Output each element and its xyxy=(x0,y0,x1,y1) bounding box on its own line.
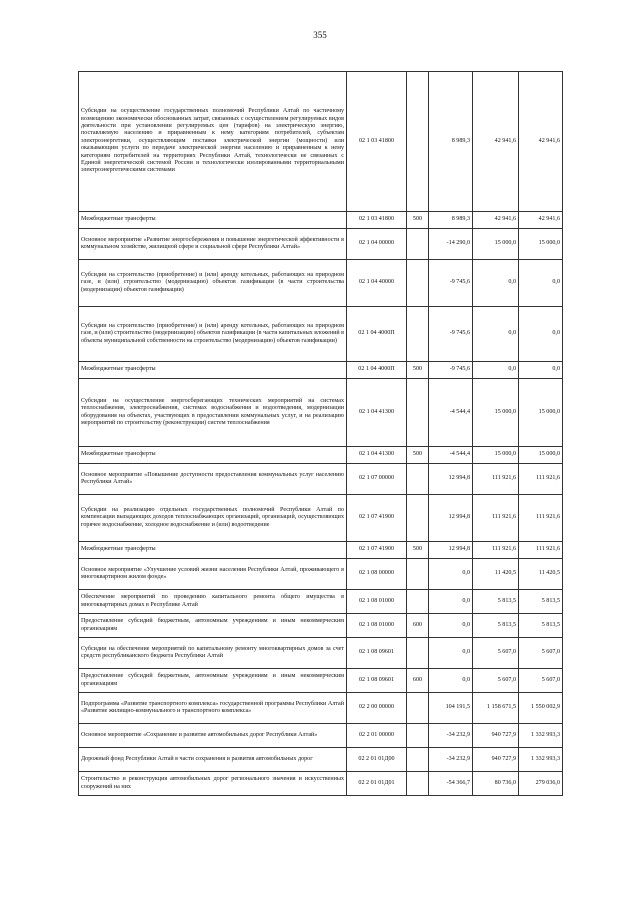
row-amount-3: 1 332 993,3 xyxy=(519,724,563,748)
row-amount-1: 8 989,3 xyxy=(429,212,473,229)
row-amount-3: 0,0 xyxy=(519,260,563,307)
row-code: 02 2 01 00000 xyxy=(347,724,407,748)
row-description: Предоставление субсидий бюджетным, автономным учреждениям и иным некоммерческим организациям xyxy=(79,614,347,638)
table-row xyxy=(79,638,563,669)
row-description: Основное мероприятие «Развитие энергосбережения и повышение энергетической эффективности в коммунальном хозяйстве, жилищной сфере и социальной сфере Республики Алтай» xyxy=(79,229,347,260)
row-amount-2: 111 921,6 xyxy=(473,542,519,559)
row-description: Основное мероприятие «Сохранение и развитие автомобильных дорог Республики Алтай» xyxy=(79,724,347,748)
table-row xyxy=(79,362,563,379)
row-code: 02 1 04 00000 xyxy=(347,229,407,260)
table-row xyxy=(79,307,563,362)
table-row xyxy=(79,693,563,724)
row-expense-type xyxy=(407,693,429,724)
row-amount-1: 12 994,8 xyxy=(429,495,473,542)
row-description: Обеспечение мероприятий по проведению капитального ремонта общего имущества в многоквартирных домах в Республике Алтай xyxy=(79,590,347,614)
row-code: 02 2 01 01Д01 xyxy=(347,772,407,796)
row-amount-1: -9 745,6 xyxy=(429,362,473,379)
row-description: Субсидии на осуществление государственных полномочий Республики Алтай по частичному возмещению экономически обоснованных затрат, связанных с осуществлением регулируемых видов деятельности при установлении регулируемых цен (тарифов) на электрическую энергию, поставляемую населению и приравненным к нему категориям потребителей, субъектам электроэнергетики, осуществляющим поставки электрической энергии (мощности) или оказывающим услуги по передаче электрической энергии населению и приравненным к нему категориям потребителей на территориях Республики Алтай, технологически не связанных с Единой энергетической системой России и технологически изолированными территориальными электроэнергетическими системами xyxy=(79,72,347,212)
row-code: 02 1 07 41900 xyxy=(347,495,407,542)
row-amount-2: 111 921,6 xyxy=(473,464,519,495)
row-amount-2: 42 941,6 xyxy=(473,72,519,212)
table-row xyxy=(79,447,563,464)
row-amount-1: 0,0 xyxy=(429,590,473,614)
row-expense-type: 600 xyxy=(407,669,429,693)
row-amount-1: 8 989,3 xyxy=(429,72,473,212)
row-expense-type: 600 xyxy=(407,614,429,638)
row-code: 02 1 03 41800 xyxy=(347,72,407,212)
row-amount-2: 1 158 671,5 xyxy=(473,693,519,724)
row-code: 02 1 08 00000 xyxy=(347,559,407,590)
row-code: 02 2 01 01Д00 xyxy=(347,748,407,772)
table-row xyxy=(79,748,563,772)
row-amount-2: 15 000,0 xyxy=(473,447,519,464)
row-amount-1: -4 544,4 xyxy=(429,447,473,464)
row-expense-type xyxy=(407,307,429,362)
table-row xyxy=(79,559,563,590)
page-number: 355 xyxy=(313,30,327,40)
row-amount-3: 5 607,0 xyxy=(519,669,563,693)
row-code: 02 1 04 41300 xyxy=(347,447,407,464)
row-amount-3: 42 941,6 xyxy=(519,212,563,229)
table-row xyxy=(79,590,563,614)
row-description: Дорожный фонд Республики Алтай в части сохранения и развития автомобильных дорог xyxy=(79,748,347,772)
row-expense-type xyxy=(407,748,429,772)
row-description: Межбюджетные трансферты xyxy=(79,212,347,229)
table-row xyxy=(79,379,563,447)
row-code: 02 1 03 41800 xyxy=(347,212,407,229)
table-row xyxy=(79,542,563,559)
row-expense-type: 500 xyxy=(407,362,429,379)
row-amount-1: -34 232,9 xyxy=(429,724,473,748)
row-expense-type xyxy=(407,638,429,669)
row-amount-2: 0,0 xyxy=(473,307,519,362)
row-description: Субсидии на осуществление энергосберегающих технических мероприятий на системах теплоснабжения, электроснабжения, системах водоснабжения и водоотведения, модернизации оборудования на объектах, участвующих в предоставлении коммунальных услуг, и на реализацию мероприятий по строительству (реконструкции) систем теплоснабжения xyxy=(79,379,347,447)
row-amount-2: 15 000,0 xyxy=(473,379,519,447)
row-amount-1: -9 745,6 xyxy=(429,260,473,307)
row-amount-1: 0,0 xyxy=(429,559,473,590)
table-row xyxy=(79,772,563,796)
row-amount-3: 111 921,6 xyxy=(519,464,563,495)
row-amount-1: 0,0 xyxy=(429,614,473,638)
row-description: Межбюджетные трансферты xyxy=(79,542,347,559)
row-description: Основное мероприятие «Улучшение условий жизни населения Республики Алтай, проживающего в многоквартирном жилом фонде» xyxy=(79,559,347,590)
row-amount-1: -9 745,6 xyxy=(429,307,473,362)
row-description: Субсидии на обеспечение мероприятий по капитальному ремонту многоквартирных домов за счет средств республиканского бюджета Республики Алтай xyxy=(79,638,347,669)
row-expense-type xyxy=(407,724,429,748)
row-amount-1: 104 191,5 xyxy=(429,693,473,724)
row-code: 02 1 04 4000П xyxy=(347,307,407,362)
row-amount-2: 111 921,6 xyxy=(473,495,519,542)
row-expense-type xyxy=(407,495,429,542)
row-code: 02 1 08 09601 xyxy=(347,669,407,693)
row-description: Строительство и реконструкция автомобильных дорог регионального значения и искусственных сооружений на них xyxy=(79,772,347,796)
row-expense-type: 500 xyxy=(407,447,429,464)
table-body xyxy=(79,72,563,796)
row-description: Субсидии на строительство (приобретение) и (или) аренду котельных, работающих на природном газе, и (или) строительство (модернизацию) объектов газификации (в части капитальных вложений в объекты муниципальной собственности на строительство (модернизацию) объектов газификации) xyxy=(79,307,347,362)
table-row xyxy=(79,724,563,748)
row-description: Межбюджетные трансферты xyxy=(79,447,347,464)
row-amount-2: 5 607,0 xyxy=(473,669,519,693)
row-amount-2: 940 727,9 xyxy=(473,724,519,748)
row-amount-1: -34 232,9 xyxy=(429,748,473,772)
row-expense-type xyxy=(407,590,429,614)
row-amount-2: 5 607,0 xyxy=(473,638,519,669)
row-expense-type: 500 xyxy=(407,212,429,229)
row-description: Субсидии на реализацию отдельных государственных полномочий Республики Алтай по компенсации выпадающих доходов теплоснабжающих организаций, организаций, осуществляющих горячее водоснабжение, холодное водоснабжение и (или) водоотведение xyxy=(79,495,347,542)
table-row xyxy=(79,229,563,260)
row-amount-3: 1 550 002,9 xyxy=(519,693,563,724)
row-amount-3: 5 607,0 xyxy=(519,638,563,669)
row-amount-2: 0,0 xyxy=(473,260,519,307)
table-row xyxy=(79,669,563,693)
row-amount-3: 111 921,6 xyxy=(519,495,563,542)
row-code: 02 1 08 01000 xyxy=(347,614,407,638)
table-row xyxy=(79,495,563,542)
row-code: 02 1 08 01000 xyxy=(347,590,407,614)
row-amount-1: -54 366,7 xyxy=(429,772,473,796)
row-amount-3: 1 332 993,3 xyxy=(519,748,563,772)
row-amount-2: 5 813,5 xyxy=(473,590,519,614)
table-row xyxy=(79,464,563,495)
row-amount-3: 15 000,0 xyxy=(519,447,563,464)
row-expense-type xyxy=(407,464,429,495)
row-amount-1: 0,0 xyxy=(429,638,473,669)
row-description: Предоставление субсидий бюджетным, автономным учреждениям и иным некоммерческим организациям xyxy=(79,669,347,693)
row-amount-3: 5 813,5 xyxy=(519,614,563,638)
table-row xyxy=(79,614,563,638)
row-amount-2: 940 727,9 xyxy=(473,748,519,772)
row-code: 02 1 04 4000П xyxy=(347,362,407,379)
row-code: 02 1 08 09601 xyxy=(347,638,407,669)
row-amount-1: 0,0 xyxy=(429,669,473,693)
row-expense-type xyxy=(407,260,429,307)
row-code: 02 1 04 41300 xyxy=(347,379,407,447)
row-expense-type xyxy=(407,559,429,590)
row-amount-3: 11 420,5 xyxy=(519,559,563,590)
row-code: 02 2 00 00000 xyxy=(347,693,407,724)
table-row xyxy=(79,260,563,307)
row-amount-1: 12 994,8 xyxy=(429,542,473,559)
row-amount-2: 0,0 xyxy=(473,362,519,379)
row-expense-type: 500 xyxy=(407,542,429,559)
row-code: 02 1 04 40000 xyxy=(347,260,407,307)
row-amount-3: 5 813,5 xyxy=(519,590,563,614)
row-amount-2: 15 000,0 xyxy=(473,229,519,260)
row-description: Основное мероприятие «Повышение доступности предоставления коммунальных услуг населению Республики Алтай» xyxy=(79,464,347,495)
row-expense-type xyxy=(407,772,429,796)
row-amount-1: -4 544,4 xyxy=(429,379,473,447)
row-amount-2: 11 420,5 xyxy=(473,559,519,590)
row-amount-2: 5 813,5 xyxy=(473,614,519,638)
row-amount-3: 111 921,6 xyxy=(519,542,563,559)
row-amount-3: 15 000,0 xyxy=(519,229,563,260)
row-expense-type xyxy=(407,72,429,212)
budget-table xyxy=(78,71,563,796)
row-amount-3: 15 000,0 xyxy=(519,379,563,447)
row-expense-type xyxy=(407,379,429,447)
table-row xyxy=(79,212,563,229)
row-amount-3: 0,0 xyxy=(519,307,563,362)
row-amount-1: 12 994,8 xyxy=(429,464,473,495)
row-amount-2: 80 736,0 xyxy=(473,772,519,796)
row-amount-3: 42 941,6 xyxy=(519,72,563,212)
row-expense-type xyxy=(407,229,429,260)
row-code: 02 1 07 00000 xyxy=(347,464,407,495)
row-description: Подпрограмма «Развитие транспортного комплекса» государственной программы Республики Алтай «Развитие жилищно-коммунального и транспортного комплекса» xyxy=(79,693,347,724)
row-code: 02 1 07 41900 xyxy=(347,542,407,559)
row-description: Межбюджетные трансферты xyxy=(79,362,347,379)
row-amount-3: 279 036,0 xyxy=(519,772,563,796)
row-amount-1: -14 290,0 xyxy=(429,229,473,260)
row-amount-2: 42 941,6 xyxy=(473,212,519,229)
row-description: Субсидии на строительство (приобретение) и (или) аренду котельных, работающих на природном газе, и (или) строительство (модернизацию) объектов газификации (в части строительства (модернизации) объектов газификации) xyxy=(79,260,347,307)
row-amount-3: 0,0 xyxy=(519,362,563,379)
table-row xyxy=(79,72,563,212)
